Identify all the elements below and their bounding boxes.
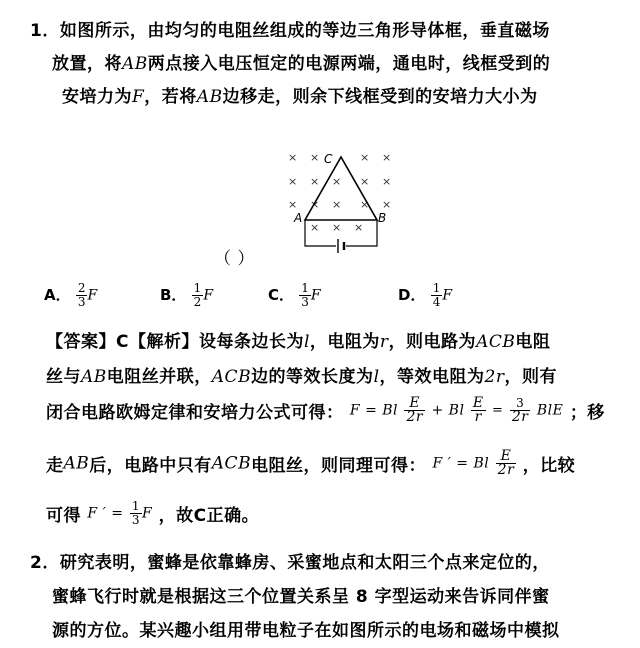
svg-text:×: × [382,198,392,211]
svg-text:×: × [310,151,320,164]
answer-line2: 丝与AB电阻丝并联，ACB边的等效长度为l，等效电阻为2r，则有 [46,367,557,387]
option-a[interactable]: A． $\frac{2}{3}$ F [44,281,98,309]
svg-text:×: × [310,175,320,188]
svg-text:×: × [332,198,342,211]
option-c[interactable]: C． $\frac{1}{3}$ F [268,281,321,309]
option-b[interactable]: B． $\frac{1}{2}$ F [160,281,214,309]
q2-line1: 2．研究表明，蜜蜂是依靠蜂房、采蜜地点和太阳三个点来定位的， [30,553,550,573]
answer-line4: 走AB后，电路中只有ACB电阻丝，则同理可得： F ′ = Bl $\frac{E}{2r}$ ，比较 [46,448,576,478]
svg-text:×: × [332,175,342,188]
svg-text:×: × [360,198,370,211]
answer-blank: （ ） [214,249,255,269]
label-a: A [294,211,303,225]
svg-text:×: × [354,221,364,234]
formula-f: F = Bl [349,402,399,419]
svg-text:×: × [382,151,392,164]
formula-f-prime: F ′ = Bl [432,455,490,472]
svg-text:×: × [332,221,342,234]
svg-text:×: × [360,175,370,188]
q1-line1: 1．如图所示，由均匀的电阻丝组成的等边三角形导体框，垂直磁场 [30,21,550,41]
svg-text:×: × [382,175,392,188]
svg-text:×: × [288,175,298,188]
svg-text:×: × [288,151,298,164]
svg-text:×: × [310,221,320,234]
label-c: C [324,152,333,166]
q2-line2: 蜜蜂飞行时就是根据这三个位置关系呈 8 字型运动来告诉同伴蜜 [52,587,550,607]
q1-line3: 安培力为F，若将AB边移走，则余下线框受到的安培力大小为 [62,87,538,107]
q2-line3: 源的方位。某兴趣小组用带电粒子在如图所示的电场和磁场中模拟 [52,621,560,641]
label-b: B [378,211,387,225]
magnetic-field-crosses [288,151,391,234]
triangle-circuit-figure [284,148,396,260]
svg-text:×: × [310,198,320,211]
svg-text:×: × [360,151,370,164]
answer-line1: 【答案】C【解析】设每条边长为l，电阻为r，则电路为ACB电阻 [46,332,551,352]
option-d[interactable]: D． $\frac{1}{4}$ F [398,281,453,309]
svg-text:×: × [288,198,298,211]
answer-line3: 闭合电路欧姆定律和安培力公式可得： F = Bl $\frac{E}{2r}$ + Bl $\frac{E}{r}$ = $\frac{3}{2r}$ BlE ；移 [46,395,605,425]
q1-line2: 放置，将AB两点接入电压恒定的电源两端，通电时，线框受到的 [52,54,551,74]
answer-line5: 可得 F ′ = $\frac{1}{3}$ F ，故C正确。 [46,499,260,527]
